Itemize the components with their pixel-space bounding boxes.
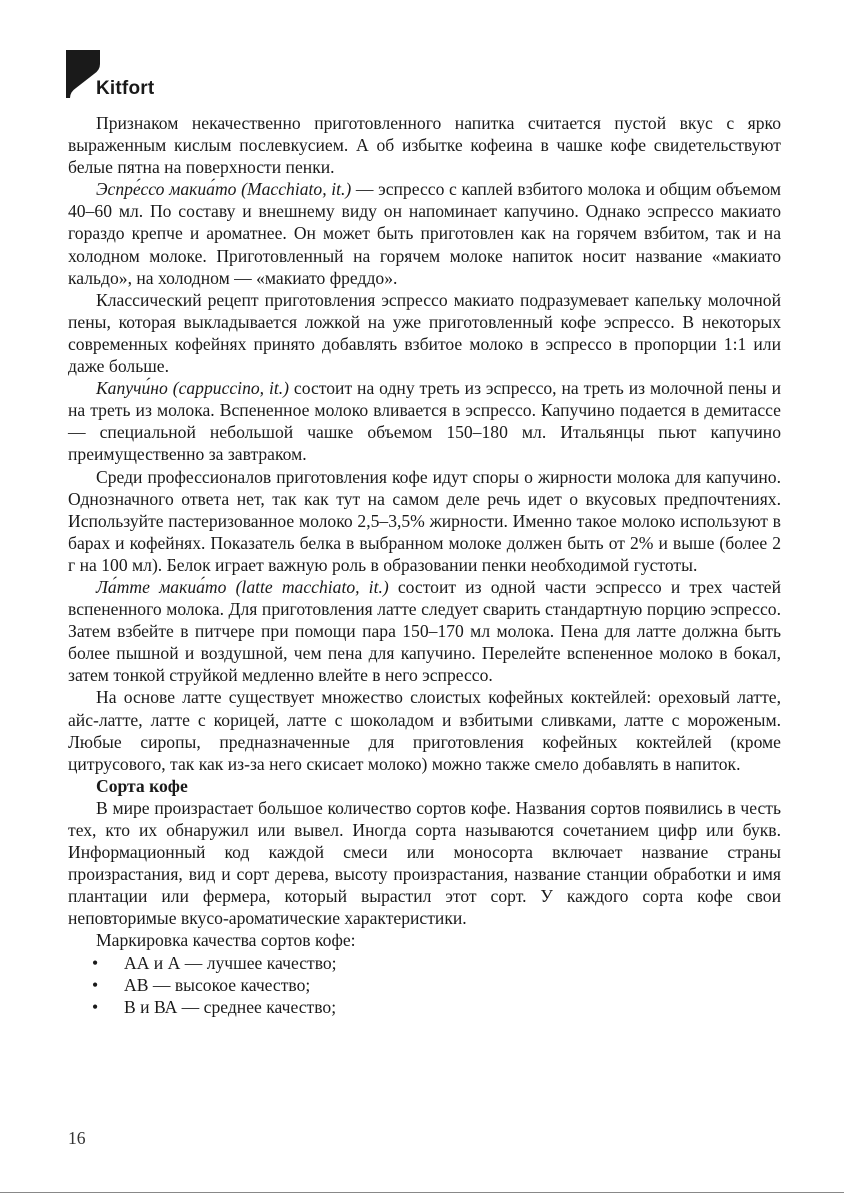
bullet-icon: • xyxy=(92,996,99,1017)
term: Ла́тте макиа́то (latte macchiato, it.) xyxy=(96,576,389,597)
brand-name: Kitfort xyxy=(96,78,155,99)
paragraph: Классический рецепт приготовления эспрессо макиато подразумевает капельку молочной пены, которая выкладывается ложкой на уже приготовленный кофе эспрессо. В некоторых современных кофейнях принято добавлять взбитое молоко в эспрессо в пропорции 1:1 или даже больше. xyxy=(68,289,781,377)
kitfort-logo-icon xyxy=(66,50,100,98)
term: Капучи́но (cappuccino, it.) xyxy=(96,378,290,399)
quality-list xyxy=(68,952,781,1018)
page-number: 16 xyxy=(68,1128,86,1148)
list-item: • АВ — высокое качество; xyxy=(92,974,311,995)
bullet-icon: • xyxy=(92,952,99,973)
bottom-divider xyxy=(0,1192,844,1193)
paragraph: Капучи́но (cappuccino, it.) состоит на одну треть из эспрессо, на треть из молочной пены и на треть из молока. Вспененное молоко вливается в эспрессо. Капучино подается в демитассе — специальной небольшой чашке объемом 150–180 мл. Итальянцы пьют капучино преимущественно за завтраком. xyxy=(68,378,781,465)
bullet-icon: • xyxy=(92,974,99,995)
list-item: • В и ВА — среднее качество; xyxy=(92,996,337,1017)
section-heading: Сорта кофе xyxy=(96,775,188,796)
term: Эспре́ссо макиа́то (Macchiato, it.) xyxy=(96,179,352,200)
paragraph: Среди профессионалов приготовления кофе идут споры о жирности молока для капучино. Однозначного ответа нет, так как тут на самом деле речь идет о вкусовых предпочтениях. Используйте пастеризованное молоко 2,5–3,5% жирности. Именно такое молоко используют в барах и кофейнях. Показатель белка в выбранном молоке должен быть от 2% и выше (более 2 г на 100 мл). Белок играет важную роль в образовании пенки необходимой густоты. xyxy=(68,466,781,575)
brand-logo xyxy=(66,50,186,100)
paragraph: Признаком некачественно приготовленного напитка считается пустой вкус с ярко выраженным кислым послевкусием. А об избытке кофеина в чашке кофе свидетельствуют белые пятна на поверхности пенки. xyxy=(68,113,781,178)
paragraph: Ла́тте макиа́то (latte macchiato, it.) состоит из одной части эспрессо и трех частей вспененного молока. Для приготовления латте следует сварить стандартную порцию эспрессо. Затем взбейте в питчере при помощи пара 150–170 мл молока. Пена для латте должна быть более пышной и воздушной, чем пена для капучино. Перелейте вспененное молоко в бокал, затем тонкой струйкой медленно влейте в него эспрессо. xyxy=(68,576,781,686)
document-body xyxy=(68,112,781,1018)
paragraph: В мире произрастает большое количество сортов кофе. Названия сортов появились в честь тех, кто их обнаружил или вывел. Иногда сорта называются сочетанием цифр или букв. Информационный код каждой смеси или моносорта включает название страны произрастания, вид и сорт дерева, высоту произрастания, название станции обработки и имя плантации или фермера, который вырастил этот сорт. У каждого сорта кофе свои неповторимые вкусо-ароматические характеристики. xyxy=(68,797,781,929)
paragraph: На основе латте существует множество слоистых кофейных коктейлей: ореховый латте, айс-латте, латте с корицей, латте с шоколадом и взбитыми сливками, латте с мороженым. Любые сиропы, предназначенные для приготовления кофейных коктейлей (кроме цитрусового, так как из-за него скисает молоко) можно также смело добавлять в напиток. xyxy=(68,687,781,774)
paragraph: Эспре́ссо макиа́то (Macchiato, it.) — эспрессо с каплей взбитого молока и общим объемом 40–60 мл. По составу и внешнему виду он напоминает капучино. Однако эспрессо макиато гораздо крепче и ароматнее. Он может быть приготовлен как на горячем взбитом, так и на холодном молоке. Приготовленный на горячем молоке напиток носит название «макиато кальдо», на холодном — «макиато фреддо». xyxy=(68,179,781,288)
list-item: • АА и А — лучшее качество; xyxy=(92,952,337,973)
paragraph: Маркировка качества сортов кофе: xyxy=(96,930,356,951)
